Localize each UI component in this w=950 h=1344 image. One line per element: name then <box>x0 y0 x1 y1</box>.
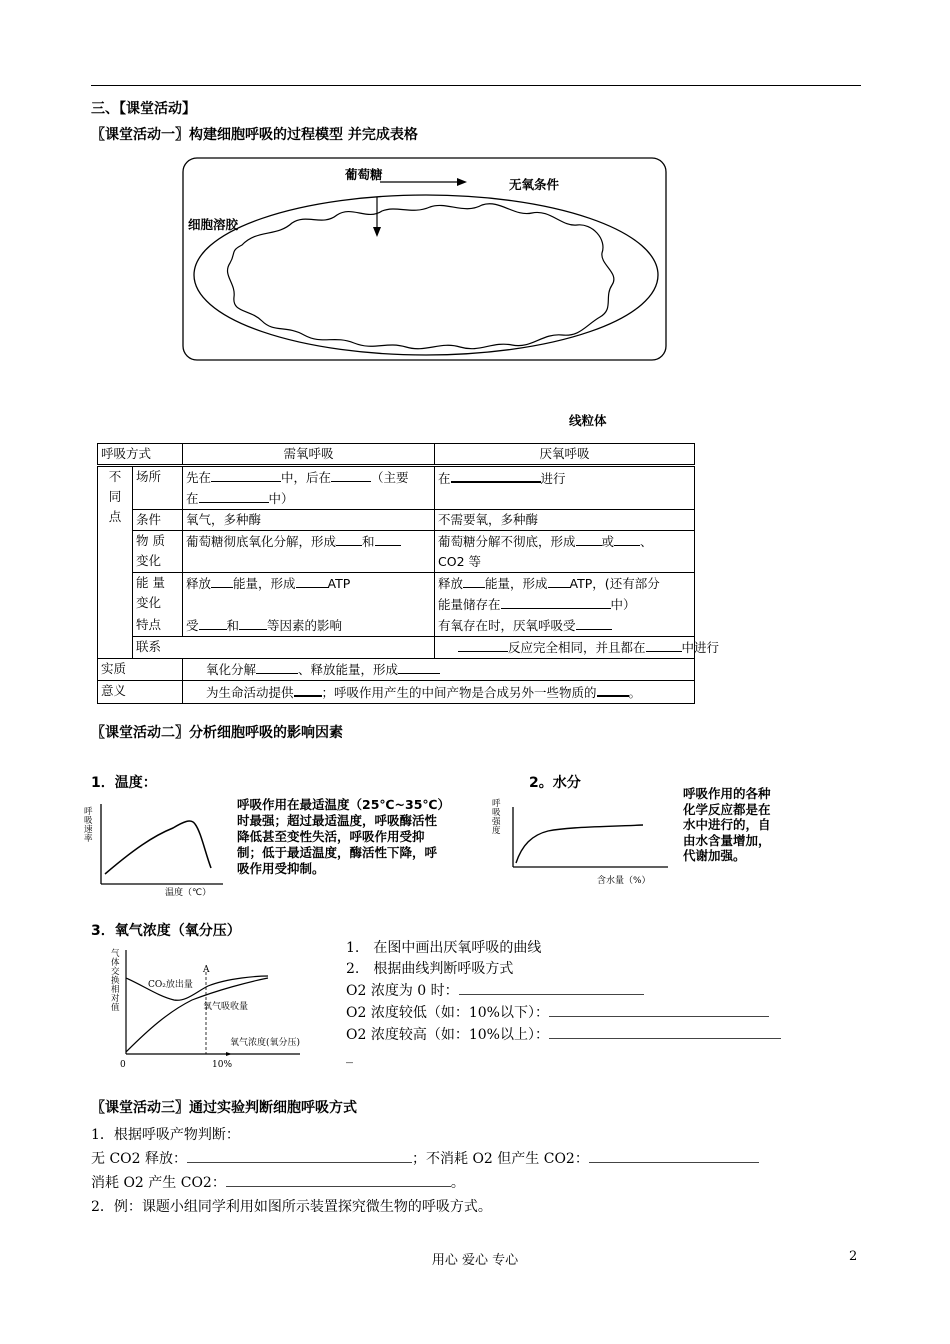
temp-graph <box>83 800 233 902</box>
row-matter-anaerobic: 葡萄糖分解不彻底，形成 或 、 CO2 等 <box>435 531 695 573</box>
mitochondria-outer-membrane <box>194 195 658 355</box>
mitochondria-diagram <box>182 157 668 363</box>
row-feature-aerobic: 受 和 等因素的影响 <box>183 615 435 637</box>
temp-desc: 呼吸作用在最适温度（25℃~35℃） 时最强；超过最适温度，呼吸酶活性 降低甚至变性失活，呼吸作用受抑 制；低于最适温度，酶活性下降，呼 吸作用受抑制。 <box>237 797 451 876</box>
activity3-title: 〖课堂活动三〗通过实验判断细胞呼吸方式 <box>91 1100 357 1116</box>
label-cytoplasm: 细胞溶胶 <box>188 217 239 232</box>
oxygen-ylabel: 气体交换相对值 <box>111 949 120 1013</box>
oxygen-line3: O2 浓度较高（如：10%以上）： <box>346 1024 781 1046</box>
page-number: 2 <box>849 1249 858 1264</box>
row-link-content: 反应完全相同，并且都在 中进行 <box>435 637 695 659</box>
table-head-aerobic: 需氧呼吸 <box>183 444 435 466</box>
label-glucose: 葡萄糖 <box>345 167 383 182</box>
mitochondria-inner-membrane <box>228 204 614 349</box>
row-place-label: 场所 <box>133 466 183 510</box>
activity1-title: 〖课堂活动一〗构建细胞呼吸的过程模型 并完成表格 <box>91 127 418 143</box>
label-mitochondria: 线粒体 <box>569 413 607 428</box>
water-desc: 呼吸作用的各种 化学反应都是在 水中进行的，自 由水含量增加， 代谢加强。 <box>683 786 771 863</box>
table-head-anaerobic: 厌氧呼吸 <box>435 444 695 466</box>
row-feature-label: 特点 <box>133 615 183 637</box>
footer-text: 用心 爱心 专心 <box>431 1253 519 1268</box>
act3-item1: 1．根据呼吸产物判断： <box>91 1127 240 1143</box>
oxygen-line2: O2 浓度较低（如：10%以下）： <box>346 1002 781 1024</box>
section-title: 三、【课堂活动】 <box>91 101 196 117</box>
row-link-label: 联系 <box>133 637 435 659</box>
respiration-table <box>97 443 720 704</box>
row-meaning-content: 为生命活动提供 ；呼吸作用产生的中间产物是合成另外一些物质的 。 <box>183 681 695 704</box>
row-matter-aerobic: 葡萄糖彻底氧化分解，形成 和 <box>183 531 435 573</box>
row-energy-label: 能 量 变化 <box>133 573 183 616</box>
activity2-title: 〖课堂活动二〗分析细胞呼吸的影响因素 <box>91 725 343 741</box>
oxygen-line1: O2 浓度为 0 时： <box>346 980 781 1002</box>
label-anaerobic: 无氧条件 <box>509 177 560 192</box>
oxygen-questions <box>346 938 781 1067</box>
oxygen-dash: _ <box>346 1048 353 1064</box>
oxygen-origin: 0 <box>120 1060 126 1070</box>
row-place-aerobic: 先在 中，后在 （主要 在 中） <box>183 466 435 510</box>
arrow-down-head <box>373 227 381 237</box>
temp-xlabel: 温度（℃） <box>165 888 212 898</box>
o2-label: 氧气吸收量 <box>203 1002 249 1012</box>
row-place-anaerobic: 在 进行 <box>435 466 695 510</box>
row-matter-label: 物 质 变化 <box>133 531 183 573</box>
temp-ylabel: 呼吸速率 <box>84 807 93 844</box>
peak-label: A <box>203 965 210 975</box>
co2-label: CO₂放出量 <box>148 980 193 990</box>
row-essence-content: 氧化分解 、释放能量，形成 <box>183 659 695 681</box>
row-energy-aerobic: 释放 能量，形成 ATP <box>183 573 435 616</box>
water-heading: 2。水分 <box>529 775 581 791</box>
row-cond-label: 条件 <box>133 510 183 531</box>
table-head-mode: 呼吸方式 <box>98 444 183 466</box>
row-cond-aerobic: 氧气，多种酶 <box>183 510 435 531</box>
water-graph <box>508 805 678 875</box>
activity3-body <box>91 1123 759 1219</box>
header-rule <box>91 85 861 86</box>
row-essence-label: 实质 <box>98 659 183 681</box>
oxygen-tick-arrowhead <box>226 1052 232 1056</box>
oxygen-q2: 2. 根据曲线判断呼吸方式 <box>346 961 514 977</box>
water-ylabel: 呼吸强度 <box>492 799 501 836</box>
row-feature-anaerobic: 有氧存在时，厌氧呼吸受 <box>435 615 695 637</box>
water-curve <box>516 825 643 863</box>
row-cond-anaerobic: 不需要氧，多种酶 <box>435 510 695 531</box>
temp-heading: 1．温度： <box>91 775 157 791</box>
arrow-right-head <box>457 178 467 186</box>
temp-curve <box>105 821 211 874</box>
oxygen-tick-label: 10% <box>212 1060 233 1070</box>
act3-item2: 2．例：课题小组同学利用如图所示装置探究微生物的呼吸方式。 <box>91 1199 492 1215</box>
oxygen-xlabel: 氧气浓度(氧分压) <box>230 1038 301 1048</box>
water-xlabel: 含水量（%） <box>597 876 651 886</box>
row-meaning-label: 意义 <box>98 681 183 704</box>
act3-line2: 消耗 O2 产生 CO2： 。 <box>91 1171 759 1195</box>
table-diff-label: 不 同 点 <box>98 466 133 659</box>
act3-line1: 无 CO2 释放： ；不消耗 O2 但产生 CO2： <box>91 1147 759 1171</box>
oxygen-heading: 3．氧气浓度（氧分压） <box>91 923 241 939</box>
oxygen-q1: 1. 在图中画出厌氧呼吸的曲线 <box>346 940 542 956</box>
row-energy-anaerobic: 释放 能量，形成 ATP，(还有部分 能量储存在 中） <box>435 573 695 616</box>
